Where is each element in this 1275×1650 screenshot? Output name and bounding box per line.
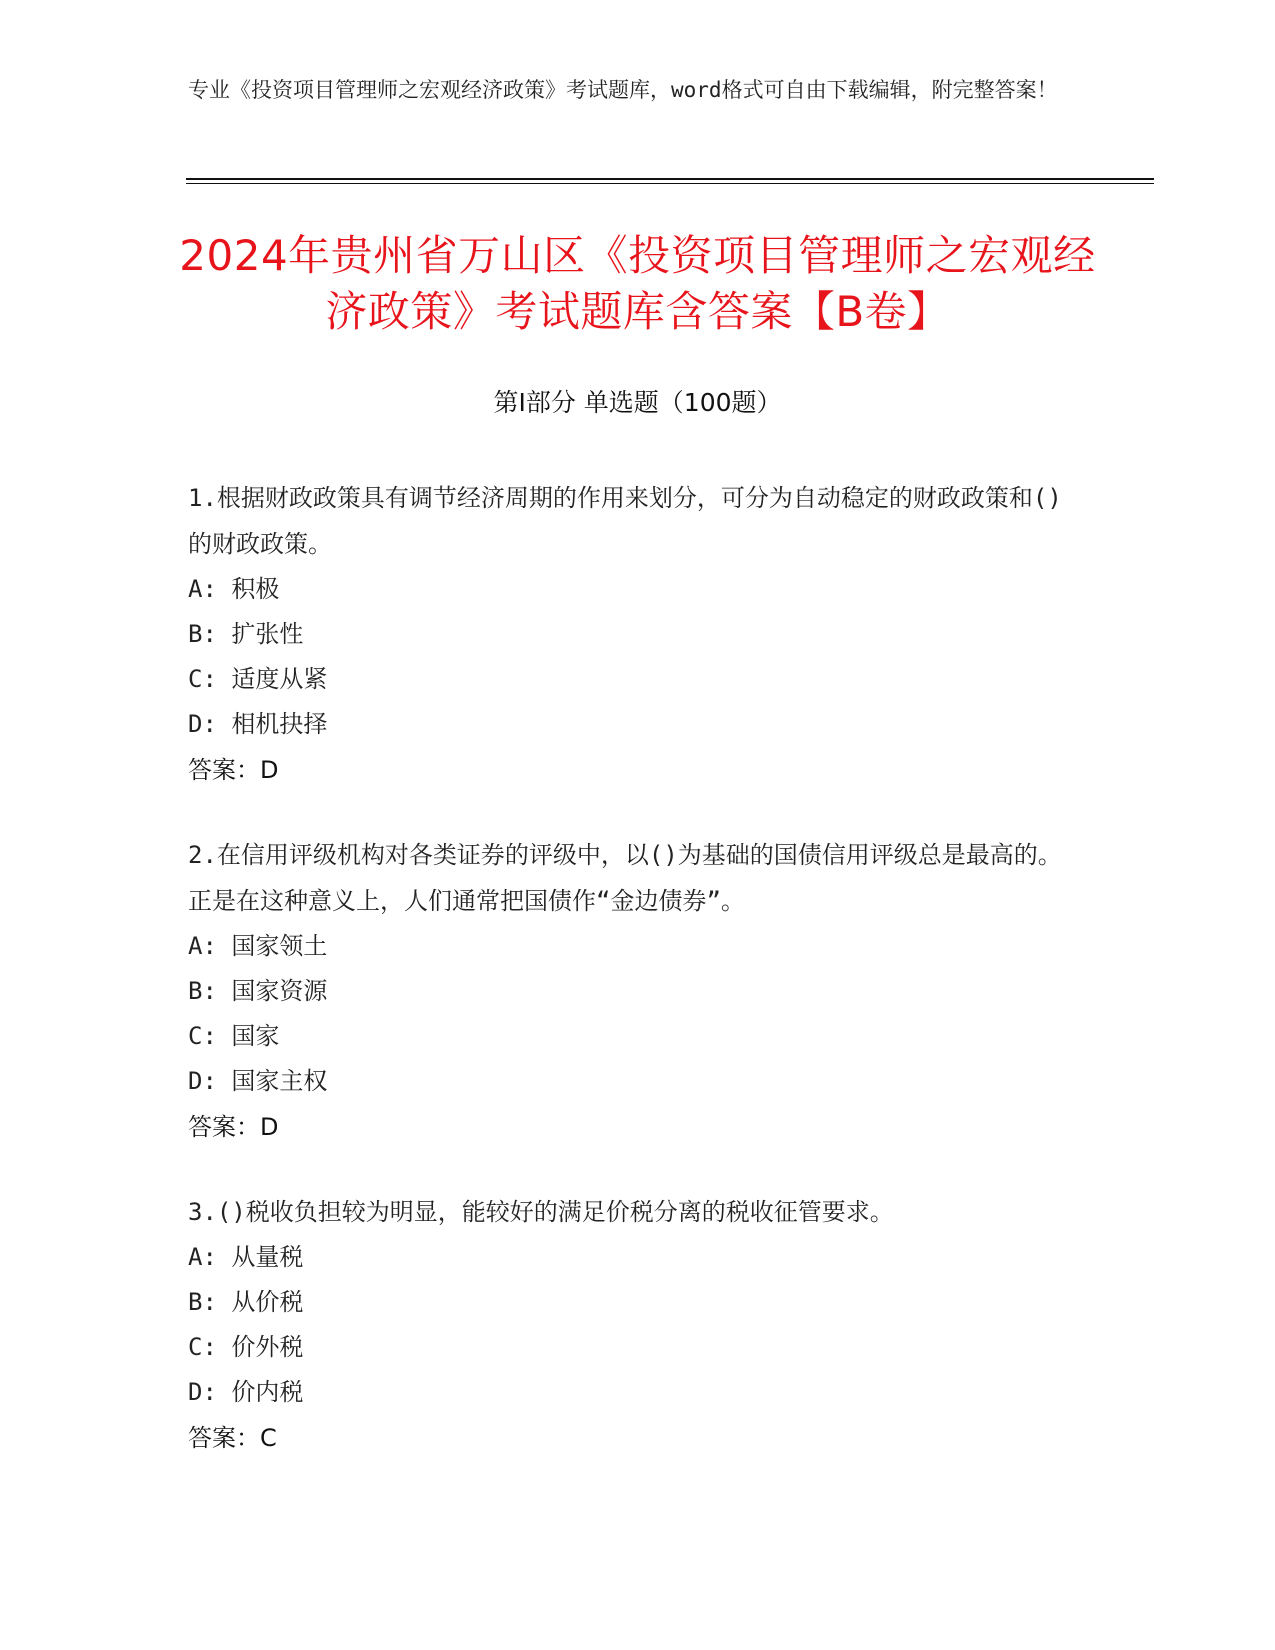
document-title: 2024年贵州省万山区《投资项目管理师之宏观经济政策》考试题库含答案【B卷】 [179,231,1096,336]
question-stem: 2.在信用评级机构对各类证券的评级中，以()为基础的国债信用评级总是最高的。正是在这种意义上，人们通常把国债作“金边债券”。 [188,841,1062,915]
option-a: A: 积极 [188,575,280,603]
option-b: B: 扩张性 [188,620,304,648]
option-b: B: 国家资源 [188,977,328,1005]
header-divider-thin [186,183,1154,184]
question-1 [188,475,1068,793]
answer-line: 答案：D [188,756,279,784]
option-b: B: 从价税 [188,1288,304,1316]
answer-line: 答案：D [188,1113,279,1141]
option-d: D: 相机抉择 [188,710,328,738]
header-divider-thick [186,178,1154,180]
question-list [188,475,1068,1500]
answer-line: 答案：C [188,1424,277,1452]
option-c: C: 国家 [188,1022,280,1050]
header-note: 专业《投资项目管理师之宏观经济政策》考试题库，word格式可自由下载编辑，附完整答案！ [188,78,1058,102]
question-stem: 3.()税收负担较为明显，能较好的满足价税分离的税收征管要求。 [188,1198,894,1226]
section-heading: 第Ⅰ部分 单选题（100题） [493,388,782,417]
option-d: D: 价内税 [188,1378,304,1406]
option-a: A: 从量税 [188,1243,304,1271]
option-a: A: 国家领土 [188,932,328,960]
option-d: D: 国家主权 [188,1067,328,1095]
question-2 [188,832,1068,1150]
option-c: C: 适度从紧 [188,665,328,693]
option-c: C: 价外税 [188,1333,304,1361]
question-3 [188,1189,1068,1461]
question-stem: 1.根据财政政策具有调节经济周期的作用来划分，可分为自动稳定的财政政策和()的财政政策。 [188,484,1062,558]
